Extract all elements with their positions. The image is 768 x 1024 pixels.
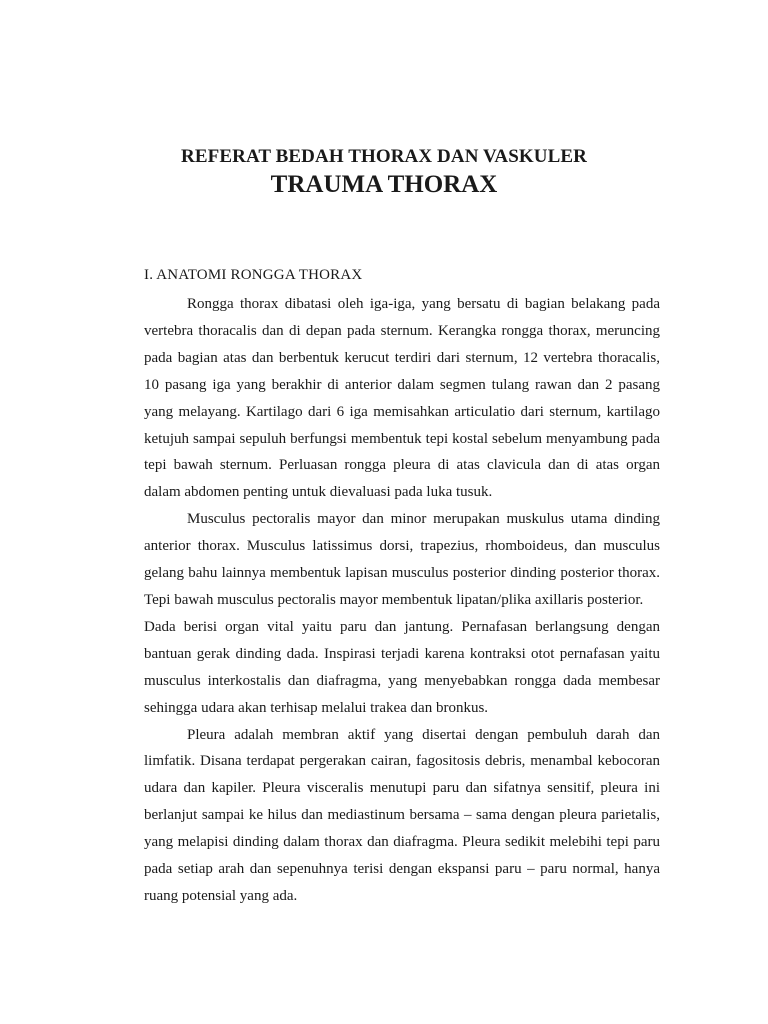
section-heading: I. ANATOMI RONGGA THORAX — [144, 267, 363, 283]
paragraph: Dada berisi organ vital yaitu paru dan jantung. Pernafasan berlangsung dengan bantuan gerak dinding dada. Inspirasi terjadi karena kontraksi otot pernafasan yaitu musculus interkostalis dan diafragma, yang menyebabkan rongga dada membesar sehingga udara akan terhisap melalui trakea dan bronkus. — [144, 618, 660, 716]
paragraph: Musculus pectoralis mayor dan minor merupakan muskulus utama dinding anterior thorax. Musculus latissimus dorsi, trapezius, rhomboideus, dan musculus gelang bahu lainnya membentuk lapisan musculus posterior dinding posterior thorax. Tepi bawah musculus pectoralis mayor membentuk lipatan/plika axillaris posterior. — [144, 511, 660, 608]
paragraph: Pleura adalah membran aktif yang disertai dengan pembuluh darah dan limfatik. Disana terdapat pergerakan cairan, fagositosis debris, menambal kebocoran udara dan kapiler. Pleura visceralis menutupi paru dan sifatnya sensitif, pleura ini berlanjut sampai ke hilus dan mediastinum bersama – sama dengan pleura parietalis, yang melapisi dinding dalam thorax dan diafragma. Pleura sedikit melebihi tepi paru pada setiap arah dan sepenuhnya terisi dengan ekspansi paru – paru normal, hanya ruang potensial yang ada. — [144, 726, 660, 904]
paragraph: Rongga thorax dibatasi oleh iga-iga, yang bersatu di bagian belakang pada vertebra thoracalis dan di depan pada sternum. Kerangka rongga thorax, meruncing pada bagian atas dan berbentuk kerucut terdiri dari sternum, 12 vertebra thoracalis, 10 pasang iga yang berakhir di anterior dalam segmen tulang rawan dan 2 pasang yang melayang. Kartilago dari 6 iga memisahkan articulatio dari sternum, kartilago ketujuh sampai sepuluh berfungsi membentuk tepi kostal sebelum menyambung pada tepi bawah sternum. Perluasan rongga pleura di atas clavicula dan di atas organ dalam abdomen penting untuk dievaluasi pada luka tusuk. — [144, 296, 660, 501]
document-subtitle: TRAUMA THORAX — [270, 171, 498, 198]
document-title: REFERAT BEDAH THORAX DAN VASKULER — [181, 146, 587, 167]
body-text — [144, 291, 660, 910]
